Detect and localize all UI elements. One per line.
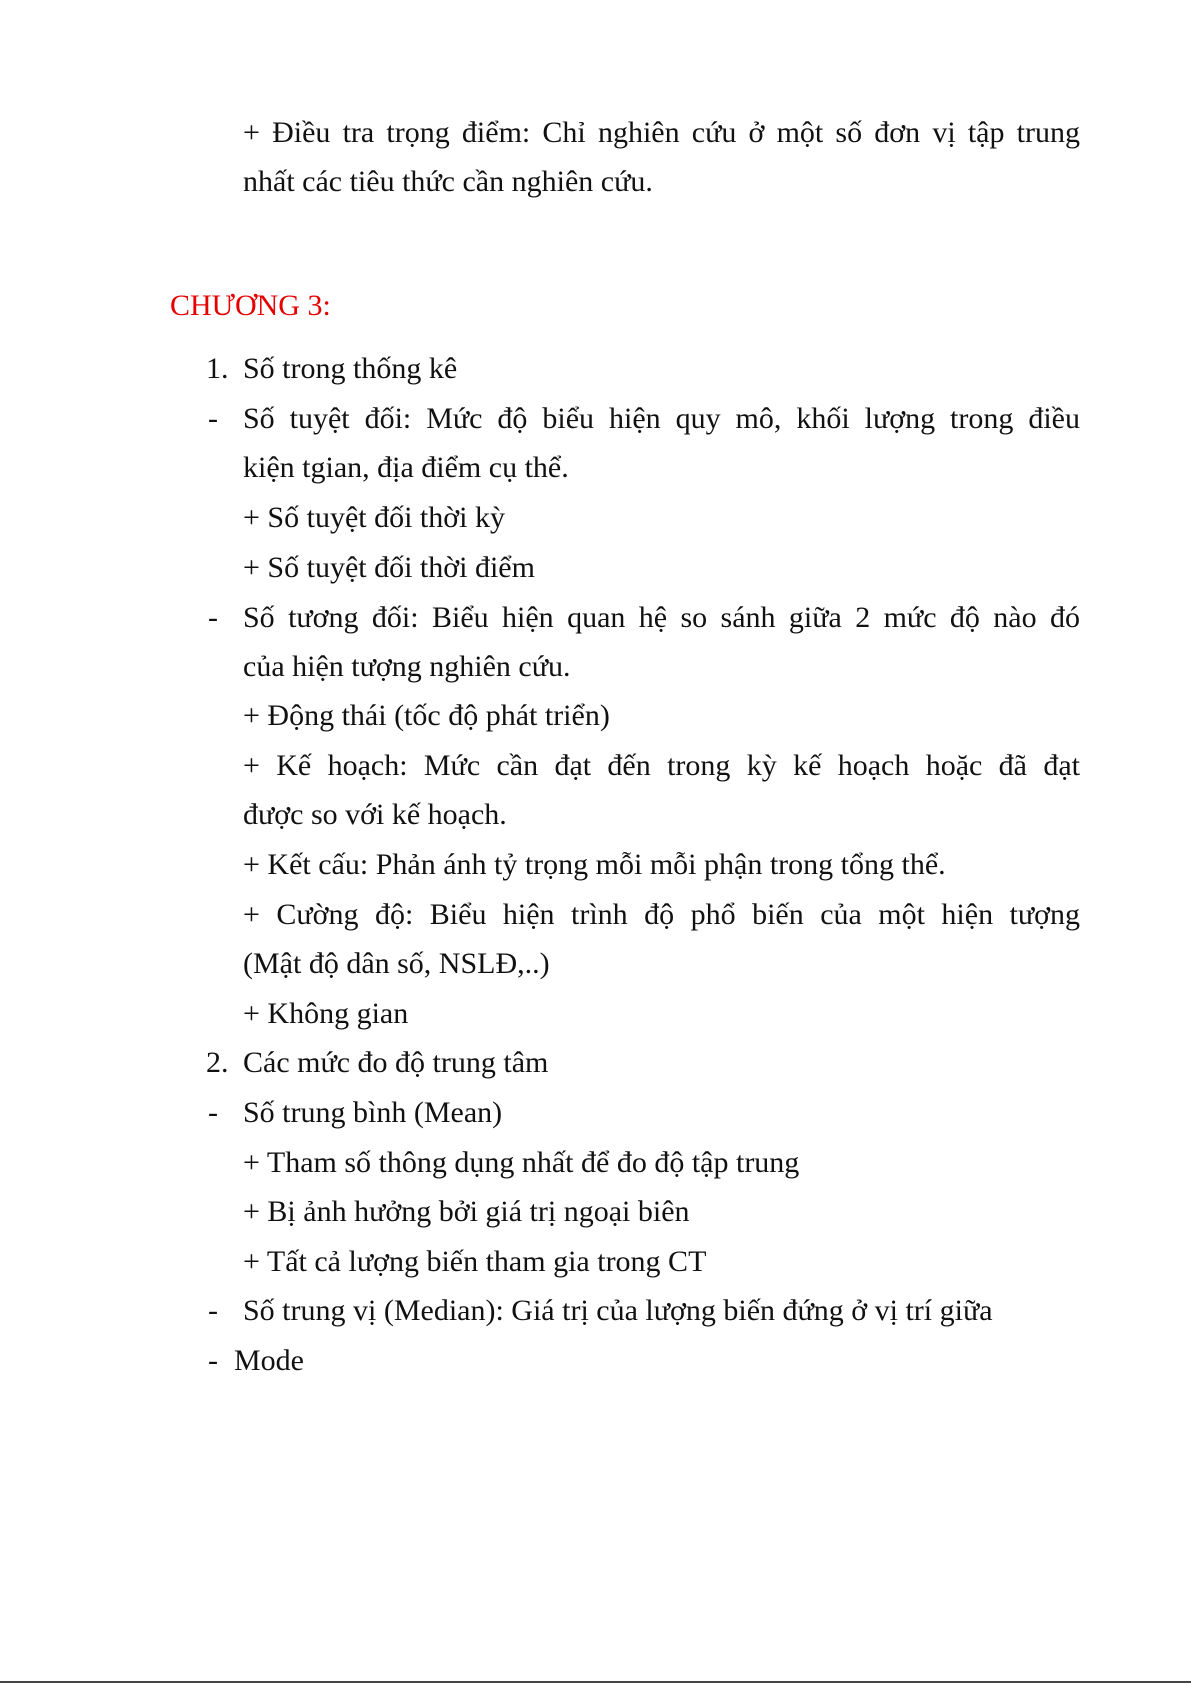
section-2-bullet-2-marker: -: [208, 1294, 218, 1327]
section-1-bullet-2-sub-2-line-2: được so với kế hoạch.: [243, 798, 507, 831]
section-1-bullet-2-line-1: Số tương đối: Biểu hiện quan hệ so sánh giữa 2 mức độ nào đó: [243, 601, 1080, 634]
section-1-bullet-2-sub-2-line-1: + Kế hoạch: Mức cần đạt đến trong kỳ kế hoạch hoặc đã đạt: [243, 749, 1080, 782]
section-2-bullet-1-sub-2: + Bị ảnh hưởng bởi giá trị ngoại biên: [243, 1195, 690, 1228]
section-1-number: 1.: [206, 352, 229, 385]
section-1-bullet-2-line-2: của hiện tượng nghiên cứu.: [243, 650, 571, 683]
page-bottom-rule: [0, 1681, 1191, 1683]
section-1-bullet-2-sub-4-line-1: + Cường độ: Biểu hiện trình độ phổ biến của một hiện tượng: [243, 898, 1080, 931]
section-2-bullet-1-marker: -: [208, 1096, 218, 1129]
section-1-bullet-2-sub-5: + Không gian: [243, 997, 409, 1030]
section-1-bullet-2-sub-1: + Động thái (tốc độ phát triển): [243, 699, 610, 732]
section-2-bullet-3-marker: -: [208, 1344, 218, 1377]
section-2-bullet-3-text: Mode: [234, 1344, 304, 1377]
section-2-title: Các mức đo độ trung tâm: [243, 1046, 549, 1079]
section-1-bullet-1-sub-2: + Số tuyệt đối thời điểm: [243, 551, 535, 584]
section-1-bullet-1-marker: -: [208, 402, 218, 435]
intro-line-1: + Điều tra trọng điểm: Chỉ nghiên cứu ở một số đơn vị tập trung: [243, 116, 1080, 149]
intro-line-2: nhất các tiêu thức cần nghiên cứu.: [243, 165, 653, 198]
section-1-bullet-1-line-1: Số tuyệt đối: Mức độ biểu hiện quy mô, khối lượng trong điều: [243, 402, 1080, 435]
section-1-bullet-2-sub-4-line-2: (Mật độ dân số, NSLĐ,..): [243, 947, 550, 980]
section-2-bullet-1-sub-3: + Tất cả lượng biến tham gia trong CT: [243, 1245, 707, 1278]
section-2-bullet-1-title: Số trung bình (Mean): [243, 1096, 503, 1129]
section-1-bullet-2-marker: -: [208, 601, 218, 634]
section-2-bullet-2-text: Số trung vị (Median): Giá trị của lượng biến đứng ở vị trí giữa: [243, 1294, 993, 1327]
section-1-bullet-1-sub-1: + Số tuyệt đối thời kỳ: [243, 501, 505, 534]
chapter-heading: CHƯƠNG 3:: [170, 289, 331, 322]
section-1-bullet-1-line-2: kiện tgian, địa điểm cụ thể.: [243, 451, 569, 484]
section-2-bullet-1-sub-1: + Tham số thông dụng nhất để đo độ tập trung: [243, 1146, 800, 1179]
section-2-number: 2.: [206, 1046, 229, 1079]
section-1-bullet-2-sub-3: + Kết cấu: Phản ánh tỷ trọng mỗi mỗi phận trong tổng thể.: [243, 848, 946, 881]
section-1-title: Số trong thống kê: [243, 352, 458, 385]
